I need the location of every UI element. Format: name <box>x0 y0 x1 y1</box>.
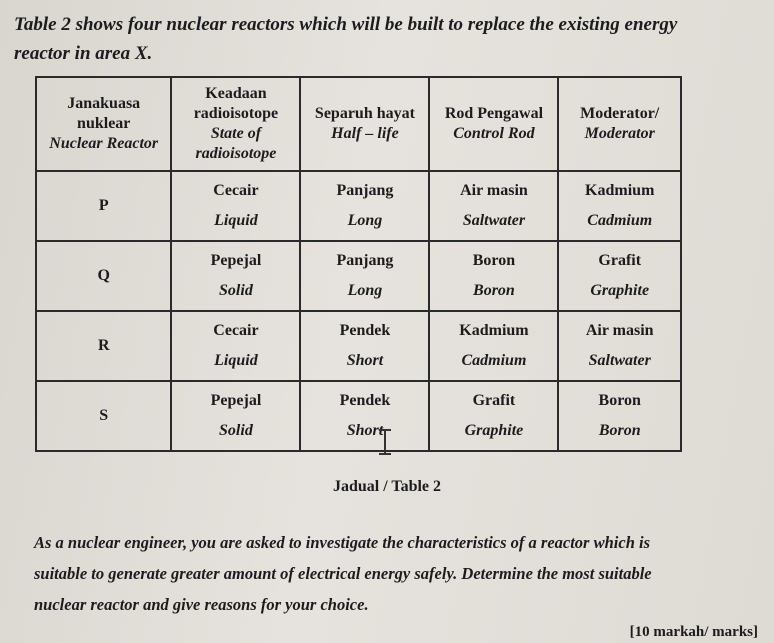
table-cell: Cecair Liquid <box>171 171 300 241</box>
header-half-life: Separuh hayat Half – life <box>300 77 429 171</box>
table-row <box>36 171 681 241</box>
table-header-row <box>36 77 681 171</box>
intro-text <box>14 10 754 68</box>
table-cell: Boron Boron <box>558 381 681 451</box>
intro-line-2: reactor in area X. <box>14 43 153 64</box>
row-label: R <box>36 311 171 381</box>
question-line-1: As a nuclear engineer, you are asked to investigate the characteristics of a reactor which is <box>34 533 650 552</box>
row-label: S <box>36 381 171 451</box>
table-cell: Cecair Liquid <box>171 311 300 381</box>
table-cell: Kadmium Cadmium <box>558 171 681 241</box>
table-cell: Grafit Graphite <box>429 381 558 451</box>
row-label: P <box>36 171 171 241</box>
table-row <box>36 381 681 451</box>
intro-line-1: Table 2 shows four nuclear reactors which will be built to replace the existing energy <box>14 14 678 35</box>
reactor-table-grid <box>35 76 682 452</box>
header-control-rod: Rod Pengawal Control Rod <box>429 77 558 171</box>
table-caption: Jadual / Table 2 <box>332 478 442 495</box>
table-cell: Boron Boron <box>429 241 558 311</box>
text-cursor-icon <box>377 428 393 456</box>
reactor-table <box>35 76 682 445</box>
table-cell: Panjang Long <box>300 171 429 241</box>
table-cell: Air masin Saltwater <box>558 311 681 381</box>
table-cell: Pendek Short <box>300 311 429 381</box>
table-cell: Panjang Long <box>300 241 429 311</box>
table-cell: Pendek Short <box>300 381 429 451</box>
table-cell: Pepejal Solid <box>171 241 300 311</box>
question-line-2: suitable to generate greater amount of electrical energy safely. Determine the most suitable <box>34 564 652 583</box>
table-row <box>36 311 681 381</box>
header-reactor: Janakuasa nuklear Nuclear Reactor <box>36 77 171 171</box>
table-cell: Kadmium Cadmium <box>429 311 558 381</box>
row-label: Q <box>36 241 171 311</box>
table-cell: Pepejal Solid <box>171 381 300 451</box>
question-text <box>34 527 754 620</box>
table-row <box>36 241 681 311</box>
question-line-3: nuclear reactor and give reasons for your choice. <box>34 595 369 614</box>
marks-label: [10 markah/ marks] <box>629 624 758 640</box>
header-moderator: Moderator/ Moderator <box>558 77 681 171</box>
table-cell: Grafit Graphite <box>558 241 681 311</box>
table-cell: Air masin Saltwater <box>429 171 558 241</box>
header-state: Keadaan radioisotope State of radioisotope <box>171 77 300 171</box>
